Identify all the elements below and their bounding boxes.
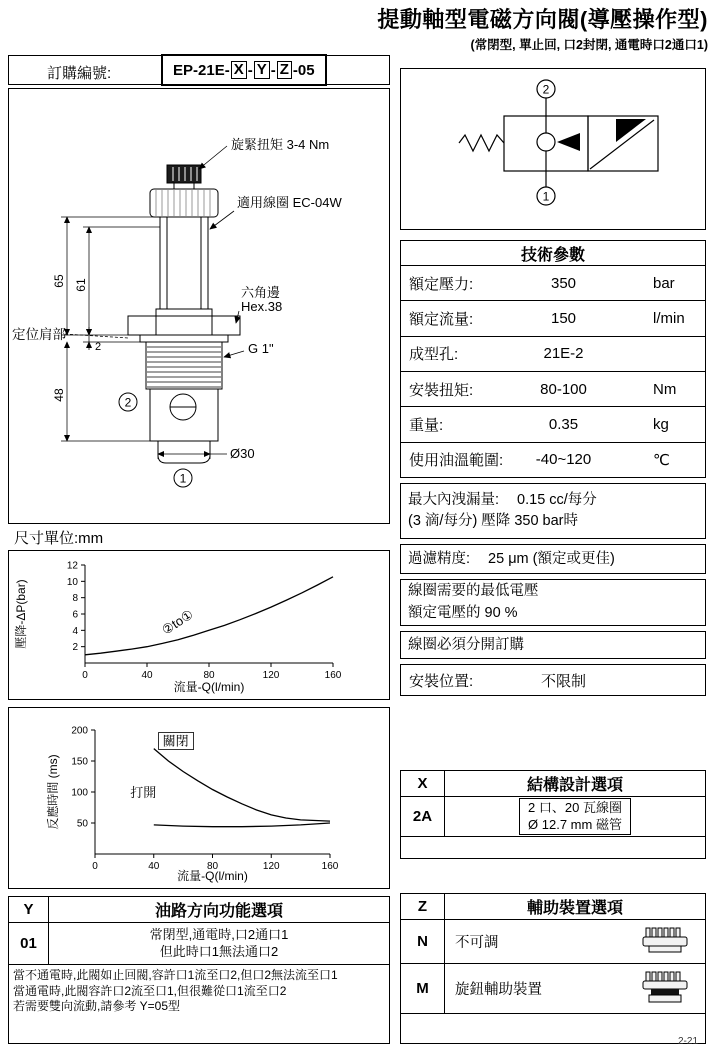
hex-flange [128,316,240,335]
knob-icon [639,971,691,1007]
tech-row-pressure: 額定壓力: 350 bar [401,266,705,301]
voltage-line1: 線圈需要的最低電壓 [408,583,539,600]
x-option-code: 2A [401,797,445,836]
order-code [161,54,327,86]
pressure-drop-chart [9,551,387,697]
svg-text:②to①: ②to① [159,606,196,638]
svg-text:8: 8 [72,593,78,605]
dim-61: 61 [74,278,88,292]
svg-text:160: 160 [324,670,342,681]
dim-2: 2 [95,341,102,353]
z-option-m-label: 旋鈕輔助裝置 [455,982,542,998]
title-block [180,3,708,53]
y-note-1: 當不通電時,此閥如止回閥,容許口1流至口2,但口2無法流至口1 [13,968,338,982]
symbol-port-2-number: 2 [542,82,550,97]
check-seat-triangle [557,133,580,151]
solenoid-arrow-triangle [616,119,646,142]
tech-row-flow: 額定流量: 150 l/min [401,301,705,336]
svg-text:壓降-ΔP(bar): 壓降-ΔP(bar) [14,579,28,649]
pressure-drop-chart-panel [8,550,390,700]
y-function-options-table [8,896,390,1044]
page-subtitle: (常閉型, 單止回, 口2封閉, 通電時口2通口1) [470,38,708,52]
manual-override-nut [167,165,201,183]
svg-text:40: 40 [141,670,153,681]
svg-text:打開: 打開 [130,784,157,800]
dim-48: 48 [52,388,66,402]
response-time-chart [9,708,387,886]
valve-body-outline [128,165,240,463]
symbol-port-1-number: 1 [542,189,550,204]
z-table-title: 輔助裝置選項 [526,900,623,917]
tech-row-temperature: 使用油溫範圍: -40~120 ℃ [409,451,670,470]
page-title: 提動軸型電磁方向閥(導壓操作型) [377,7,708,32]
technical-parameters [400,240,706,696]
hex-size-label: Hex.38 [241,299,283,314]
filtration-line: 過濾精度: 25 μm (額定或更佳) [408,550,615,567]
thread-label: G 1" [248,341,274,356]
svg-text:4: 4 [72,625,78,637]
z-option-n-code: N [401,920,445,963]
tech-row-torque: 安裝扭矩: 80-100 Nm [401,372,705,407]
x-table-empty-row [401,837,705,858]
port-2-number: 2 [124,395,132,410]
tech-row-cavity: 成型孔: 21E-2 [401,337,705,372]
order-code-dash2: - [270,61,276,79]
z-auxiliary-options-table [400,893,706,1044]
y-option-code: 01 [9,923,49,964]
leader-lines [199,146,244,357]
svg-text:流量-Q(l/min): 流量-Q(l/min) [177,869,248,883]
tech-main-table [400,240,706,478]
torque-label: 旋緊扭矩 3-4 Nm [231,137,330,152]
dim-65: 65 [52,274,66,288]
knurled-cap [150,189,218,217]
y-table-key: Y [9,897,49,922]
svg-text:120: 120 [262,670,280,681]
order-code-x: X [231,61,247,79]
z-table-key: Z [401,894,445,919]
response-time-chart-panel [8,707,390,889]
svg-text:100: 100 [71,787,88,799]
x-option-line1: 2 口、20 瓦線圈 [528,799,622,815]
x-option-description [445,797,705,836]
x-option-inner-box [519,798,631,836]
leakage-line1: 最大內洩漏量: 0.15 cc/每分 [408,491,597,508]
svg-text:0: 0 [92,861,98,872]
check-ball [537,133,555,151]
hydraulic-symbol-panel [400,68,706,230]
x-option-line2: Ø 12.7 mm 磁管 [528,816,622,832]
valve-drawing-panel [8,88,390,524]
z-option-row-m [401,964,705,1014]
y-option-line1: 常閉型,通電時,口2通口1 [149,926,289,942]
y-table-header-row [9,897,389,923]
z-option-n-label: 不可調 [455,935,499,951]
y-table-notes [9,965,389,1043]
svg-text:40: 40 [148,861,160,872]
tech-row-mounting: 安裝位置: 不限制 [409,672,586,690]
tech-mounting-block [400,664,706,696]
y-option-description [49,923,389,964]
z-option-m-code: M [401,964,445,1013]
valve-nose [158,441,210,463]
valve-cartridge-body [150,389,218,441]
z-option-m-cell [445,964,705,1013]
x-table-header-row [401,771,705,797]
svg-text:0: 0 [82,670,88,681]
dimension-unit-note: 尺寸單位:mm [14,530,104,547]
svg-text:160: 160 [321,861,339,872]
x-option-row-2a [401,797,705,837]
svg-text:80: 80 [206,861,219,872]
order-code-y: Y [254,61,270,79]
svg-text:10: 10 [66,576,78,588]
order-code-prefix: EP-21E- [173,61,230,79]
spring-symbol [459,135,504,151]
locating-shoulder [140,335,228,342]
svg-text:關閉: 關閉 [162,733,189,749]
y-option-line2: 但此時口1無法通口2 [159,943,279,959]
z-table-empty-row [401,1014,705,1043]
tech-voltage-block [400,579,706,626]
order-code-z: Z [277,61,292,79]
voltage-line2: 額定電壓的 90 % [408,604,518,621]
svg-text:2: 2 [72,642,78,654]
tech-row-weight: 重量: 0.35 kg [401,407,705,442]
order-code-dash1: - [247,61,253,79]
z-table-header-row [401,894,705,920]
tech-filtration-block [400,544,706,574]
valve-drawing [9,89,389,523]
x-structure-options-table [400,770,706,859]
tech-table-title: 技術參數 [401,241,705,266]
x-table-title: 結構設計選項 [526,777,623,794]
leakage-line2: (3 滴/每分) 壓降 350 bar時 [408,513,579,529]
hex-label: 六角邊 [241,285,281,300]
shoulder-label: 定位肩部 [12,327,66,342]
z-option-row-n [401,920,705,964]
y-note-2: 當通電時,此閥容許口2流至口1,但很難從口1流至口2 [13,983,287,998]
svg-text:流量-Q(l/min): 流量-Q(l/min) [173,680,245,694]
coil-label: 適用線圈 EC-04W [237,195,342,210]
y-note-3: 若需要雙向流動,請參考 Y=05型 [13,999,181,1014]
coil-order-line: 線圈必須分開訂購 [408,636,524,653]
dimension-lines [61,217,227,459]
port-2-balloon [119,393,137,411]
hydraulic-symbol [401,69,705,229]
port-1-number: 1 [179,471,187,486]
svg-text:150: 150 [71,756,88,768]
tech-coil-order-block [400,631,706,659]
svg-text:120: 120 [262,861,280,872]
x-table-key: X [401,771,445,796]
order-label: 訂購編號: [47,65,112,82]
svg-text:200: 200 [71,725,88,737]
hex-nut-icon [639,927,691,957]
svg-text:反應時間 (ms): 反應時間 (ms) [46,754,60,830]
tech-leakage-block [400,483,706,539]
svg-text:6: 6 [72,609,78,621]
svg-text:50: 50 [76,818,88,830]
svg-text:12: 12 [66,560,78,572]
dia-30-label: Ø30 [230,446,255,461]
order-code-suffix: -05 [292,61,315,79]
port-1-balloon [174,469,192,487]
z-option-n-cell [445,920,705,963]
y-table-title: 油路方向功能選項 [154,903,283,920]
svg-text:80: 80 [203,670,215,681]
page-reference: 2-21 [678,1036,699,1047]
order-number-row [8,55,390,85]
y-option-row-01 [9,923,389,965]
